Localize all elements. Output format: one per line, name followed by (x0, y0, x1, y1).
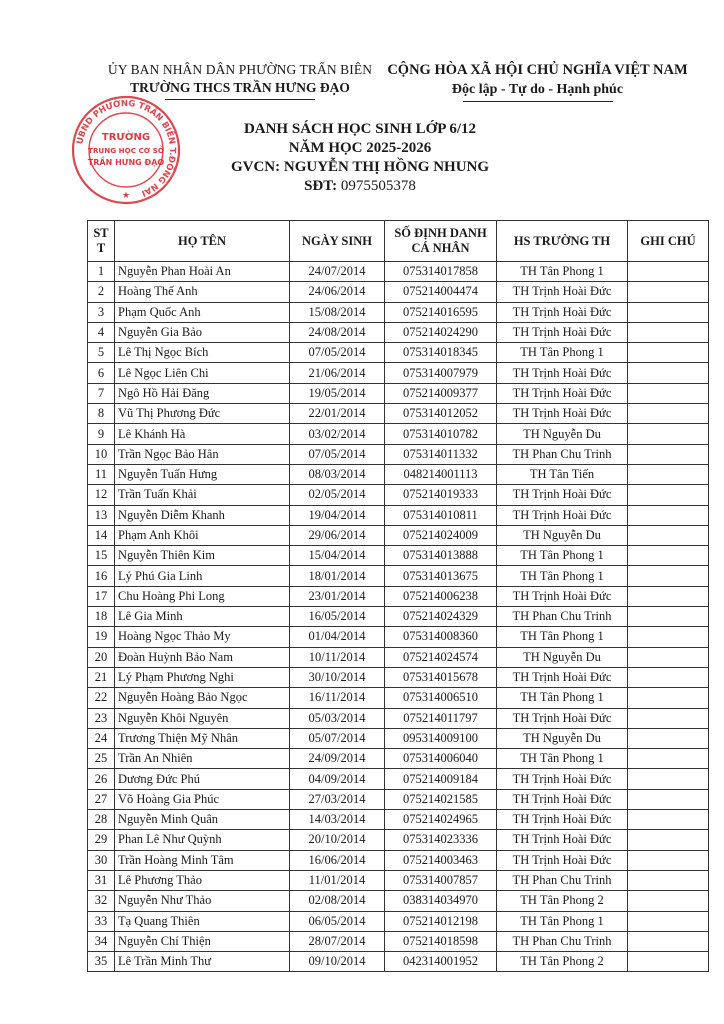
cell-name: Dương Đức Phú (115, 769, 290, 789)
cell-notes (628, 931, 709, 951)
cell-id-number: 075214016595 (385, 302, 497, 322)
school-name: TRƯỜNG THCS TRẦN HƯNG ĐẠO (130, 80, 350, 95)
cell-id-number: 075214011797 (385, 708, 497, 728)
cell-id-number: 075214024965 (385, 810, 497, 830)
cell-index: 32 (88, 891, 115, 911)
cell-birthdate: 24/08/2014 (290, 322, 385, 342)
cell-birthdate: 30/10/2014 (290, 667, 385, 687)
table-row (88, 566, 709, 586)
cell-primary-school: TH Trịnh Hoài Đức (497, 383, 628, 403)
cell-primary-school: TH Tân Phong 1 (497, 343, 628, 363)
cell-notes (628, 789, 709, 809)
cell-birthdate: 10/11/2014 (290, 647, 385, 667)
seal-star-icon: ★ (121, 191, 131, 201)
cell-id-number: 075214021585 (385, 789, 497, 809)
cell-id-number: 075314011332 (385, 444, 497, 464)
cell-id-number: 075314010782 (385, 424, 497, 444)
cell-name: Nguyễn Hoàng Bảo Ngọc (115, 688, 290, 708)
cell-id-number: 075214012198 (385, 911, 497, 931)
school-seal-stamp (70, 94, 182, 206)
cell-birthdate: 19/05/2014 (290, 383, 385, 403)
cell-index: 28 (88, 810, 115, 830)
table-row (88, 728, 709, 748)
cell-index: 13 (88, 505, 115, 525)
cell-index: 24 (88, 728, 115, 748)
nation-name: CỘNG HÒA XÃ HỘI CHỦ NGHĨA VIỆT NAM (387, 62, 688, 78)
cell-name: Đoàn Huỳnh Bảo Nam (115, 647, 290, 667)
cell-index: 34 (88, 931, 115, 951)
cell-primary-school: TH Trịnh Hoài Đức (497, 667, 628, 687)
cell-id-number: 075314017858 (385, 262, 497, 282)
cell-birthdate: 09/10/2014 (290, 952, 385, 972)
cell-primary-school: TH Trịnh Hoài Đức (497, 789, 628, 809)
table-row (88, 485, 709, 505)
title-homeroom-teacher: GVCN: NGUYỄN THỊ HỒNG NHUNG (230, 159, 490, 175)
cell-index: 33 (88, 911, 115, 931)
cell-name: Nguyễn Tuấn Hưng (115, 464, 290, 484)
cell-name: Lê Khánh Hà (115, 424, 290, 444)
table-row (88, 647, 709, 667)
table-row (88, 282, 709, 302)
cell-index: 5 (88, 343, 115, 363)
cell-notes (628, 769, 709, 789)
cell-id-number: 075314018345 (385, 343, 497, 363)
cell-name: Lê Trần Minh Thư (115, 952, 290, 972)
table-row (88, 749, 709, 769)
cell-primary-school: TH Tân Phong 1 (497, 262, 628, 282)
table-row (88, 404, 709, 424)
cell-name: Lê Gia Minh (115, 607, 290, 627)
title-phone (180, 177, 540, 196)
cell-index: 30 (88, 850, 115, 870)
cell-birthdate: 21/06/2014 (290, 363, 385, 383)
cell-name: Hoàng Thế Anh (115, 282, 290, 302)
cell-birthdate: 24/07/2014 (290, 262, 385, 282)
cell-notes (628, 464, 709, 484)
cell-primary-school: TH Trịnh Hoài Đức (497, 830, 628, 850)
org-line1: ỦY BAN NHÂN DÂN PHƯỜNG TRẤN BIÊN (107, 62, 373, 77)
seal-line1: TRƯỜNG (101, 132, 151, 143)
col-header-name: HỌ TÊN (115, 221, 290, 262)
cell-id-number: 075214024329 (385, 607, 497, 627)
cell-name: Ngô Hồ Hải Đăng (115, 383, 290, 403)
cell-index: 8 (88, 404, 115, 424)
cell-index: 18 (88, 607, 115, 627)
cell-index: 4 (88, 322, 115, 342)
cell-index: 9 (88, 424, 115, 444)
cell-index: 17 (88, 586, 115, 606)
table-row (88, 952, 709, 972)
col-header-notes: GHI CHÚ (628, 221, 709, 262)
cell-notes (628, 952, 709, 972)
cell-birthdate: 05/07/2014 (290, 728, 385, 748)
cell-birthdate: 16/11/2014 (290, 688, 385, 708)
cell-index: 26 (88, 769, 115, 789)
table-body (88, 262, 709, 972)
cell-birthdate: 05/03/2014 (290, 708, 385, 728)
cell-id-number: 038314034970 (385, 891, 497, 911)
table-row (88, 607, 709, 627)
cell-index: 11 (88, 464, 115, 484)
cell-notes (628, 343, 709, 363)
cell-name: Lê Ngọc Liên Chi (115, 363, 290, 383)
cell-notes (628, 850, 709, 870)
cell-primary-school: TH Trịnh Hoài Đức (497, 586, 628, 606)
cell-index: 19 (88, 627, 115, 647)
table-row (88, 464, 709, 484)
cell-birthdate: 16/05/2014 (290, 607, 385, 627)
cell-notes (628, 282, 709, 302)
cell-name: Hoàng Ngọc Thảo My (115, 627, 290, 647)
student-list-table (87, 220, 709, 972)
cell-name: Trần Ngọc Bảo Hân (115, 444, 290, 464)
cell-id-number: 075314013675 (385, 566, 497, 586)
cell-primary-school: TH Tân Phong 1 (497, 627, 628, 647)
cell-birthdate: 24/09/2014 (290, 749, 385, 769)
cell-name: Phạm Anh Khôi (115, 525, 290, 545)
cell-index: 16 (88, 566, 115, 586)
cell-index: 7 (88, 383, 115, 403)
cell-name: Nguyễn Diễm Khanh (115, 505, 290, 525)
cell-name: Nguyễn Thiên Kim (115, 546, 290, 566)
table-header-row (88, 221, 709, 262)
table-row (88, 525, 709, 545)
cell-notes (628, 728, 709, 748)
cell-birthdate: 07/05/2014 (290, 343, 385, 363)
table-row (88, 667, 709, 687)
cell-birthdate: 14/03/2014 (290, 810, 385, 830)
cell-name: Phan Lê Như Quỳnh (115, 830, 290, 850)
cell-index: 35 (88, 952, 115, 972)
cell-index: 27 (88, 789, 115, 809)
cell-name: Trương Thiện Mỹ Nhân (115, 728, 290, 748)
cell-primary-school: TH Trịnh Hoài Đức (497, 505, 628, 525)
cell-name: Phạm Quốc Anh (115, 302, 290, 322)
cell-index: 31 (88, 870, 115, 890)
cell-primary-school: TH Trịnh Hoài Đức (497, 769, 628, 789)
cell-name: Lý Phú Gia Linh (115, 566, 290, 586)
cell-birthdate: 15/08/2014 (290, 302, 385, 322)
cell-id-number: 075314015678 (385, 667, 497, 687)
cell-notes (628, 424, 709, 444)
cell-id-number: 095314009100 (385, 728, 497, 748)
cell-name: Nguyễn Chí Thiện (115, 931, 290, 951)
cell-primary-school: TH Trịnh Hoài Đức (497, 810, 628, 830)
cell-birthdate: 23/01/2014 (290, 586, 385, 606)
cell-birthdate: 19/04/2014 (290, 505, 385, 525)
header-right-rule (463, 101, 613, 102)
cell-notes (628, 891, 709, 911)
cell-primary-school: TH Trịnh Hoài Đức (497, 850, 628, 870)
national-heading (385, 62, 690, 102)
cell-primary-school: TH Trịnh Hoài Đức (497, 363, 628, 383)
table-row (88, 546, 709, 566)
table-row (88, 302, 709, 322)
table-row (88, 627, 709, 647)
cell-notes (628, 485, 709, 505)
cell-birthdate: 28/07/2014 (290, 931, 385, 951)
cell-index: 3 (88, 302, 115, 322)
cell-notes (628, 566, 709, 586)
cell-birthdate: 11/01/2014 (290, 870, 385, 890)
cell-notes (628, 404, 709, 424)
cell-id-number: 075214006238 (385, 586, 497, 606)
table-row (88, 343, 709, 363)
cell-notes (628, 302, 709, 322)
cell-name: Vũ Thị Phương Đức (115, 404, 290, 424)
cell-index: 12 (88, 485, 115, 505)
cell-name: Trần Hoàng Minh Tâm (115, 850, 290, 870)
cell-index: 2 (88, 282, 115, 302)
cell-primary-school: TH Trịnh Hoài Đức (497, 404, 628, 424)
cell-index: 25 (88, 749, 115, 769)
cell-name: Lê Phương Thảo (115, 870, 290, 890)
cell-index: 6 (88, 363, 115, 383)
cell-id-number: 075214024009 (385, 525, 497, 545)
cell-primary-school: TH Tân Phong 2 (497, 891, 628, 911)
cell-primary-school: TH Phan Chu Trinh (497, 870, 628, 890)
table-row (88, 891, 709, 911)
cell-birthdate: 18/01/2014 (290, 566, 385, 586)
cell-index: 22 (88, 688, 115, 708)
cell-notes (628, 870, 709, 890)
cell-birthdate: 22/01/2014 (290, 404, 385, 424)
cell-index: 23 (88, 708, 115, 728)
cell-name: Nguyễn Như Thảo (115, 891, 290, 911)
cell-notes (628, 830, 709, 850)
cell-id-number: 075314006040 (385, 749, 497, 769)
cell-birthdate: 08/03/2014 (290, 464, 385, 484)
cell-notes (628, 667, 709, 687)
cell-primary-school: TH Tân Tiến (497, 464, 628, 484)
cell-name: Lê Thị Ngọc Bích (115, 343, 290, 363)
cell-name: Nguyễn Khôi Nguyên (115, 708, 290, 728)
cell-id-number: 075314007857 (385, 870, 497, 890)
cell-notes (628, 810, 709, 830)
document-title (180, 120, 540, 196)
cell-primary-school: TH Tân Phong 1 (497, 566, 628, 586)
cell-birthdate: 29/06/2014 (290, 525, 385, 545)
cell-primary-school: TH Trịnh Hoài Đức (497, 708, 628, 728)
cell-id-number: 075214019333 (385, 485, 497, 505)
cell-id-number: 075214024574 (385, 647, 497, 667)
phone-value: 0975505378 (340, 178, 416, 194)
cell-id-number: 075214009377 (385, 383, 497, 403)
col-header-primary-school: HS TRƯỜNG TH (497, 221, 628, 262)
cell-notes (628, 627, 709, 647)
cell-notes (628, 322, 709, 342)
cell-birthdate: 02/08/2014 (290, 891, 385, 911)
cell-primary-school: TH Trịnh Hoài Đức (497, 322, 628, 342)
cell-notes (628, 911, 709, 931)
cell-primary-school: TH Tân Phong 1 (497, 749, 628, 769)
seal-line2: TRUNG HỌC CƠ SỞ (87, 146, 165, 155)
cell-birthdate: 01/04/2014 (290, 627, 385, 647)
phone-label: SĐT: (304, 178, 338, 194)
cell-id-number: 075314013888 (385, 546, 497, 566)
cell-primary-school: TH Trịnh Hoài Đức (497, 302, 628, 322)
cell-id-number: 048214001113 (385, 464, 497, 484)
table-row (88, 830, 709, 850)
cell-name: Trần Tuấn Khải (115, 485, 290, 505)
cell-primary-school: TH Trịnh Hoài Đức (497, 282, 628, 302)
cell-id-number: 075314023336 (385, 830, 497, 850)
cell-primary-school: TH Nguyễn Du (497, 647, 628, 667)
cell-notes (628, 647, 709, 667)
cell-birthdate: 20/10/2014 (290, 830, 385, 850)
cell-index: 10 (88, 444, 115, 464)
cell-notes (628, 708, 709, 728)
cell-birthdate: 27/03/2014 (290, 789, 385, 809)
cell-primary-school: TH Nguyễn Du (497, 424, 628, 444)
cell-name: Lý Phạm Phương Nghi (115, 667, 290, 687)
cell-birthdate: 02/05/2014 (290, 485, 385, 505)
cell-id-number: 075314008360 (385, 627, 497, 647)
cell-notes (628, 546, 709, 566)
header-left-rule (165, 99, 315, 100)
cell-index: 15 (88, 546, 115, 566)
cell-primary-school: TH Nguyễn Du (497, 525, 628, 545)
cell-notes (628, 607, 709, 627)
cell-id-number: 075314007979 (385, 363, 497, 383)
cell-name: Trần An Nhiên (115, 749, 290, 769)
cell-primary-school: TH Phan Chu Trinh (497, 444, 628, 464)
cell-primary-school: TH Phan Chu Trinh (497, 931, 628, 951)
cell-name: Võ Hoàng Gia Phúc (115, 789, 290, 809)
cell-birthdate: 24/06/2014 (290, 282, 385, 302)
cell-name: Nguyễn Minh Quân (115, 810, 290, 830)
cell-id-number: 075314010811 (385, 505, 497, 525)
cell-notes (628, 586, 709, 606)
cell-id-number: 075214004474 (385, 282, 497, 302)
seal-line3: TRẦN HƯNG ĐẠO (87, 158, 165, 167)
cell-notes (628, 363, 709, 383)
table-row (88, 322, 709, 342)
col-header-birthdate: NGÀY SINH (290, 221, 385, 262)
cell-id-number: 075214024290 (385, 322, 497, 342)
cell-index: 1 (88, 262, 115, 282)
cell-notes (628, 525, 709, 545)
col-header-id-number: SỐ ĐỊNH DANH CÁ NHÂN (385, 221, 497, 262)
cell-notes (628, 262, 709, 282)
table-row (88, 586, 709, 606)
cell-primary-school: TH Nguyễn Du (497, 728, 628, 748)
cell-birthdate: 03/02/2014 (290, 424, 385, 444)
cell-notes (628, 749, 709, 769)
table-row (88, 850, 709, 870)
table-row (88, 931, 709, 951)
table-row (88, 688, 709, 708)
cell-primary-school: TH Tân Phong 1 (497, 688, 628, 708)
cell-name: Nguyễn Gia Bảo (115, 322, 290, 342)
cell-primary-school: TH Phan Chu Trinh (497, 607, 628, 627)
cell-index: 20 (88, 647, 115, 667)
cell-id-number: 075314006510 (385, 688, 497, 708)
cell-name: Tạ Quang Thiên (115, 911, 290, 931)
table-row (88, 789, 709, 809)
cell-birthdate: 04/09/2014 (290, 769, 385, 789)
table-row (88, 870, 709, 890)
cell-primary-school: TH Trịnh Hoài Đức (497, 485, 628, 505)
cell-id-number: 042314001952 (385, 952, 497, 972)
table-row (88, 424, 709, 444)
cell-id-number: 075214009184 (385, 769, 497, 789)
title-class: DANH SÁCH HỌC SINH LỚP 6/12 (243, 121, 477, 137)
cell-index: 29 (88, 830, 115, 850)
table-row (88, 383, 709, 403)
cell-primary-school: TH Tân Phong 1 (497, 546, 628, 566)
cell-primary-school: TH Tân Phong 1 (497, 911, 628, 931)
table-row (88, 911, 709, 931)
cell-birthdate: 07/05/2014 (290, 444, 385, 464)
cell-name: Chu Hoàng Phi Long (115, 586, 290, 606)
table-row (88, 769, 709, 789)
cell-notes (628, 688, 709, 708)
cell-id-number: 075214003463 (385, 850, 497, 870)
seal-outer-text: UBND PHƯỜNG TRẤN BIÊN T.ĐỒNG NAI (75, 98, 178, 198)
cell-index: 21 (88, 667, 115, 687)
table-row (88, 363, 709, 383)
cell-birthdate: 16/06/2014 (290, 850, 385, 870)
cell-birthdate: 15/04/2014 (290, 546, 385, 566)
cell-primary-school: TH Tân Phong 2 (497, 952, 628, 972)
cell-index: 14 (88, 525, 115, 545)
title-school-year: NĂM HỌC 2025-2026 (288, 140, 432, 156)
table-row (88, 505, 709, 525)
table-row (88, 262, 709, 282)
table-row (88, 444, 709, 464)
cell-notes (628, 383, 709, 403)
cell-id-number: 075214018598 (385, 931, 497, 951)
cell-notes (628, 505, 709, 525)
cell-birthdate: 06/05/2014 (290, 911, 385, 931)
col-header-index: ST T (88, 221, 115, 262)
cell-name: Nguyễn Phan Hoài An (115, 262, 290, 282)
table-row (88, 708, 709, 728)
cell-id-number: 075314012052 (385, 404, 497, 424)
table-row (88, 810, 709, 830)
cell-notes (628, 444, 709, 464)
nation-motto: Độc lập - Tự do - Hạnh phúc (451, 82, 624, 97)
